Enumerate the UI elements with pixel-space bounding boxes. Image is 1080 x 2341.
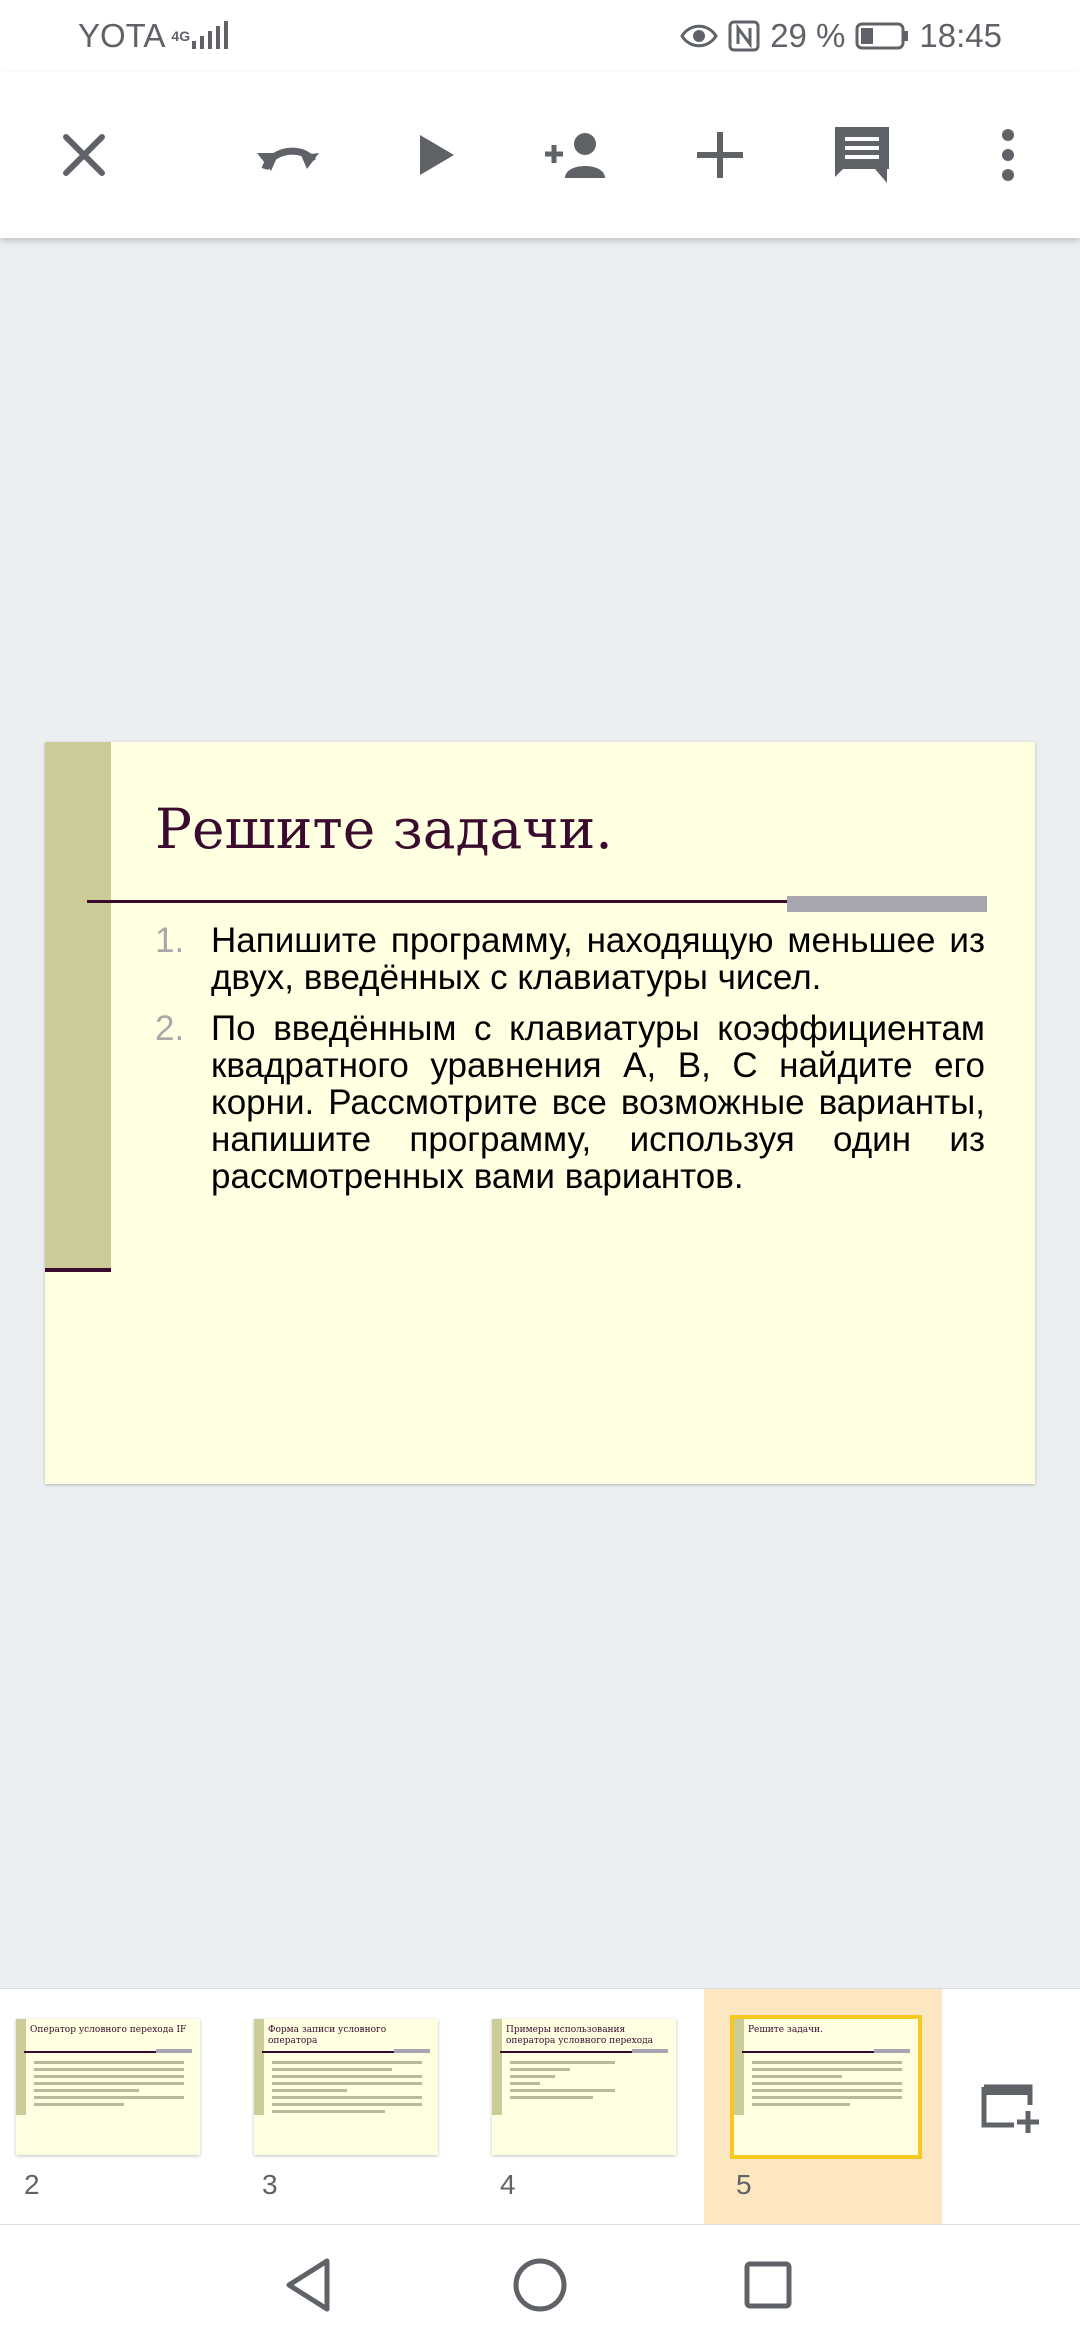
- back-button[interactable]: [276, 2253, 340, 2317]
- undo-icon: [255, 135, 321, 175]
- thumbnail-title: Решите задачи.: [748, 2025, 823, 2035]
- thumbnail-preview: [492, 2019, 676, 2155]
- home-icon: [512, 2257, 568, 2313]
- thumbnail-preview: [734, 2019, 918, 2155]
- share-button[interactable]: [536, 115, 616, 195]
- task-number: 1.: [155, 921, 185, 960]
- network-type-label: 4G: [171, 28, 191, 44]
- thumbnail-body-lines: [510, 2061, 660, 2103]
- add-slide-icon: [980, 2077, 1042, 2135]
- thumbnail-title: Форма записи условного оператора: [268, 2025, 387, 2046]
- task-number: 2.: [155, 1009, 185, 1048]
- recents-icon: [743, 2260, 793, 2310]
- slide-task-item: [155, 1010, 985, 1195]
- slides-toolbar: [0, 72, 1080, 238]
- task-text: Напишите программу, находящую меньшее из двух, введённых с клавиатуры чисел.: [211, 921, 985, 997]
- undo-button[interactable]: [248, 115, 328, 195]
- back-icon: [283, 2257, 333, 2313]
- status-right: [680, 17, 1002, 55]
- add-icon: [695, 130, 745, 180]
- present-button[interactable]: [396, 115, 476, 195]
- slide-divider-accent: [787, 896, 987, 912]
- slide-task-list: [155, 922, 985, 1209]
- thumbnail-preview: [16, 2019, 200, 2155]
- home-button[interactable]: [508, 2253, 572, 2317]
- eye-icon: [680, 21, 718, 51]
- slide-filmstrip: [0, 1988, 1080, 2225]
- recents-button[interactable]: [736, 2253, 800, 2317]
- thumbnail-body-lines: [752, 2061, 902, 2110]
- system-nav-bar: [0, 2224, 1080, 2341]
- thumbnail-body-lines: [272, 2061, 422, 2117]
- status-left: [78, 17, 230, 55]
- thumbnail-number: 2: [24, 2169, 40, 2200]
- thumbnail-title: Примеры использования оператора условного перехода: [506, 2025, 654, 2046]
- slide-side-bar: [45, 742, 111, 1272]
- nfc-icon: [728, 20, 760, 52]
- more-vert-icon: [1000, 129, 1016, 181]
- thumbnail-title: Оператор условного перехода IF: [30, 2025, 187, 2035]
- carrier-label: YOTA: [78, 17, 166, 54]
- slide-thumbnail-2[interactable]: [0, 1989, 238, 2225]
- comments-button[interactable]: [822, 115, 902, 195]
- comment-icon: [831, 125, 893, 185]
- close-icon: [60, 131, 108, 179]
- thumbnail-number: 5: [736, 2169, 752, 2200]
- thumbnail-body-lines: [34, 2061, 184, 2110]
- battery-percent: 29 %: [770, 17, 846, 54]
- slide-thumbnail-3[interactable]: [238, 1989, 476, 2225]
- signal-icon: [190, 21, 230, 51]
- insert-button[interactable]: [680, 115, 760, 195]
- add-person-icon: [541, 130, 611, 180]
- thumbnail-preview: [254, 2019, 438, 2155]
- slide-side-bar-line: [45, 1268, 111, 1272]
- slide-thumbnail-4[interactable]: [476, 1989, 714, 2225]
- close-button[interactable]: [44, 115, 124, 195]
- slide-title: Решите задачи.: [155, 797, 613, 861]
- add-slide-button[interactable]: [980, 2077, 1042, 2140]
- status-bar: [0, 0, 1080, 72]
- slide-canvas[interactable]: [45, 742, 1035, 1484]
- more-options-button[interactable]: [968, 115, 1048, 195]
- thumbnail-number: 3: [262, 2169, 278, 2200]
- task-text: По введённым с клавиатуры коэффициентам квадратного уравнения А, В, С найдите его корни. Рассмотрите все возможные варианты, напишите программу, используя один из рассмотренных вами вариантов.: [211, 1009, 985, 1196]
- thumbnail-number: 4: [500, 2169, 516, 2200]
- clock: 18:45: [919, 17, 1002, 54]
- battery-icon: [855, 22, 909, 50]
- slide-task-item: [155, 922, 985, 996]
- play-icon: [416, 133, 456, 177]
- slide-thumbnail-5[interactable]: [704, 1989, 942, 2225]
